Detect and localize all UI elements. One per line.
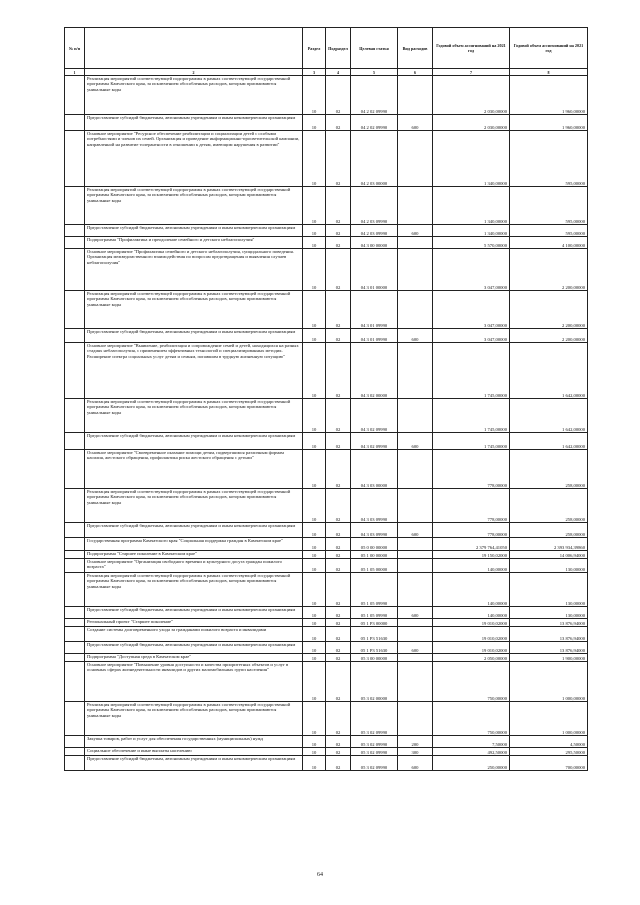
row-csr-cell: 04 2 03 09990 bbox=[351, 225, 398, 237]
row-r-cell: 10 bbox=[303, 619, 326, 627]
row-p-cell: 02 bbox=[326, 607, 351, 619]
row-r-cell: 10 bbox=[303, 736, 326, 748]
row-csr-cell: 04 3 01 09990 bbox=[351, 329, 398, 343]
row-v1-cell: 19 010,02000 bbox=[433, 619, 510, 627]
row-csr-cell: 04 2 03 09990 bbox=[351, 187, 398, 225]
row-name-cell: Реализация мероприятий соответствующей подпрограммы в рамках соответствующей государственной программы Камчатского края, за исключением обособленных расходов, которым присваиваются уникальные коды bbox=[85, 399, 303, 433]
row-num-cell bbox=[65, 559, 85, 573]
row-v1-cell: 140,00000 bbox=[433, 559, 510, 573]
row-p-cell: 02 bbox=[326, 756, 351, 771]
row-v2-cell: 1 960,00000 bbox=[510, 76, 588, 115]
row-r-cell: 10 bbox=[303, 399, 326, 433]
table-row bbox=[65, 654, 588, 662]
row-num-cell bbox=[65, 642, 85, 654]
row-vr-cell bbox=[398, 627, 433, 642]
table-row bbox=[65, 399, 588, 433]
row-p-cell: 02 bbox=[326, 702, 351, 736]
row-v2-cell: 700,00000 bbox=[510, 756, 588, 771]
row-v2-cell: 2 200,00000 bbox=[510, 291, 588, 329]
table-row bbox=[65, 538, 588, 551]
row-num-cell bbox=[65, 619, 85, 627]
row-r-cell: 10 bbox=[303, 433, 326, 450]
table-row bbox=[65, 736, 588, 748]
row-v2-cell: 4 100,00000 bbox=[510, 237, 588, 249]
row-num-cell bbox=[65, 291, 85, 329]
row-v1-cell: 7,50000 bbox=[433, 736, 510, 748]
page-number: 64 bbox=[317, 872, 323, 878]
row-vr-cell bbox=[398, 76, 433, 115]
row-csr-cell: 04 3 02 09990 bbox=[351, 433, 398, 450]
row-p-cell: 02 bbox=[326, 76, 351, 115]
row-p-cell: 02 bbox=[326, 225, 351, 237]
row-vr-cell bbox=[398, 573, 433, 607]
row-vr-cell bbox=[398, 662, 433, 702]
row-name-cell: Подпрограмма "Доступная среда в Камчатском крае" bbox=[85, 654, 303, 662]
row-v1-cell: 3 047,00000 bbox=[433, 291, 510, 329]
row-vr-cell bbox=[398, 187, 433, 225]
budget-table bbox=[64, 27, 588, 771]
row-v1-cell: 750,00000 bbox=[433, 702, 510, 736]
row-name-cell: Предоставление субсидий бюджетным, автономным учреждениям и иным некоммерческим организациям bbox=[85, 225, 303, 237]
row-p-cell: 02 bbox=[326, 736, 351, 748]
row-r-cell: 10 bbox=[303, 291, 326, 329]
row-p-cell: 02 bbox=[326, 291, 351, 329]
row-v2-cell: 130,00000 bbox=[510, 573, 588, 607]
row-csr-cell: 05 0 00 00000 bbox=[351, 538, 398, 551]
row-name-cell: Реализация мероприятий соответствующей подпрограммы в рамках соответствующей государственной программы Камчатского края, за исключением обособленных расходов, которым присваиваются уникальные коды bbox=[85, 702, 303, 736]
row-num-cell bbox=[65, 662, 85, 702]
row-csr-cell: 05 1 P3 51630 bbox=[351, 627, 398, 642]
row-num-cell bbox=[65, 573, 85, 607]
row-v2-cell: 258,00000 bbox=[510, 489, 588, 523]
row-p-cell: 02 bbox=[326, 399, 351, 433]
row-v1-cell: 2 379 764,41050 bbox=[433, 538, 510, 551]
header-year1: Годовой объем ассигнований на 2021 год bbox=[433, 28, 510, 69]
row-csr-cell: 04 3 00 00000 bbox=[351, 237, 398, 249]
table-row bbox=[65, 489, 588, 523]
row-v1-cell: 750,00000 bbox=[433, 662, 510, 702]
row-name-cell: Основное мероприятие "Профилактика семейного и детского неблагополучия, суицидального поведения. Организация межведомственного взаимодействия по вопросам предотвращения и выявления случаев неблагополучия" bbox=[85, 249, 303, 291]
row-v1-cell: 3 047,00000 bbox=[433, 249, 510, 291]
row-name-cell: Подпрограмма "Старшее поколение в Камчатском крае" bbox=[85, 551, 303, 559]
col-index: 1 bbox=[65, 69, 85, 76]
row-v2-cell: 4,50000 bbox=[510, 736, 588, 748]
row-vr-cell bbox=[398, 249, 433, 291]
row-r-cell: 10 bbox=[303, 489, 326, 523]
row-v1-cell: 19 010,02000 bbox=[433, 627, 510, 642]
row-v2-cell: 595,00000 bbox=[510, 131, 588, 187]
row-name-cell: Предоставление субсидий бюджетным, автономным учреждениям и иным некоммерческим организациям bbox=[85, 642, 303, 654]
row-vr-cell: 600 bbox=[398, 433, 433, 450]
table-row bbox=[65, 662, 588, 702]
row-r-cell: 10 bbox=[303, 523, 326, 538]
row-v1-cell: 778,00000 bbox=[433, 450, 510, 489]
row-csr-cell: 05 1 P3 51630 bbox=[351, 642, 398, 654]
row-v2-cell: 1 642,00000 bbox=[510, 399, 588, 433]
table-row bbox=[65, 523, 588, 538]
row-p-cell: 02 bbox=[326, 523, 351, 538]
row-r-cell: 10 bbox=[303, 187, 326, 225]
row-p-cell: 02 bbox=[326, 131, 351, 187]
row-num-cell bbox=[65, 329, 85, 343]
row-v2-cell: 130,00000 bbox=[510, 607, 588, 619]
row-csr-cell: 05 3 02 09990 bbox=[351, 702, 398, 736]
row-p-cell: 02 bbox=[326, 343, 351, 399]
row-vr-cell bbox=[398, 538, 433, 551]
row-csr-cell: 05 3 00 00000 bbox=[351, 654, 398, 662]
row-csr-cell: 05 3 02 09990 bbox=[351, 756, 398, 771]
row-p-cell: 02 bbox=[326, 237, 351, 249]
row-csr-cell: 04 2 02 09990 bbox=[351, 115, 398, 131]
row-csr-cell: 04 3 01 00000 bbox=[351, 249, 398, 291]
row-v2-cell: 258,00000 bbox=[510, 523, 588, 538]
table-row bbox=[65, 225, 588, 237]
header-podrazdel: Подраздел bbox=[326, 28, 351, 69]
row-r-cell: 10 bbox=[303, 662, 326, 702]
row-r-cell: 10 bbox=[303, 115, 326, 131]
row-p-cell: 02 bbox=[326, 329, 351, 343]
row-v2-cell: 13 876,94000 bbox=[510, 627, 588, 642]
row-vr-cell: 600 bbox=[398, 329, 433, 343]
row-num-cell bbox=[65, 343, 85, 399]
row-v1-cell: 250,00000 bbox=[433, 756, 510, 771]
row-vr-cell: 600 bbox=[398, 607, 433, 619]
row-vr-cell bbox=[398, 450, 433, 489]
row-p-cell: 02 bbox=[326, 573, 351, 607]
row-vr-cell bbox=[398, 399, 433, 433]
row-csr-cell: 05 1 05 09990 bbox=[351, 573, 398, 607]
row-v2-cell: 595,00000 bbox=[510, 187, 588, 225]
row-csr-cell: 05 1 P3 00000 bbox=[351, 619, 398, 627]
table-row bbox=[65, 249, 588, 291]
row-v2-cell: 1 900,00000 bbox=[510, 654, 588, 662]
table-row bbox=[65, 551, 588, 559]
row-v1-cell: 778,00000 bbox=[433, 523, 510, 538]
row-csr-cell: 04 3 01 09990 bbox=[351, 291, 398, 329]
header-name bbox=[85, 28, 303, 69]
row-num-cell bbox=[65, 131, 85, 187]
row-vr-cell bbox=[398, 551, 433, 559]
row-p-cell: 02 bbox=[326, 748, 351, 756]
row-r-cell: 10 bbox=[303, 551, 326, 559]
col-index: 4 bbox=[326, 69, 351, 76]
row-v1-cell: 140,00000 bbox=[433, 607, 510, 619]
row-num-cell bbox=[65, 76, 85, 115]
col-index: 7 bbox=[433, 69, 510, 76]
column-index-row bbox=[65, 69, 588, 76]
row-csr-cell: 04 3 03 00000 bbox=[351, 450, 398, 489]
row-num-cell bbox=[65, 225, 85, 237]
col-index: 2 bbox=[85, 69, 303, 76]
header-vr: Вид расходов bbox=[398, 28, 433, 69]
row-r-cell: 10 bbox=[303, 702, 326, 736]
row-vr-cell bbox=[398, 619, 433, 627]
row-v1-cell: 492,50000 bbox=[433, 748, 510, 756]
row-p-cell: 02 bbox=[326, 654, 351, 662]
row-name-cell: Создание системы долговременного ухода за гражданами пожилого возраста и инвалидами bbox=[85, 627, 303, 642]
table-row bbox=[65, 329, 588, 343]
row-p-cell: 02 bbox=[326, 559, 351, 573]
row-v1-cell: 2 050,00000 bbox=[433, 654, 510, 662]
row-v1-cell: 140,00000 bbox=[433, 573, 510, 607]
table-row bbox=[65, 559, 588, 573]
row-name-cell: Основное мероприятие "Своевременное оказание помощи детям, подвергшимся различным формам насилия, жестокого обращения, профилактика риска жестокого обращения с детьми" bbox=[85, 450, 303, 489]
row-r-cell: 10 bbox=[303, 450, 326, 489]
row-p-cell: 02 bbox=[326, 489, 351, 523]
row-vr-cell bbox=[398, 291, 433, 329]
row-vr-cell: 600 bbox=[398, 523, 433, 538]
row-num-cell bbox=[65, 187, 85, 225]
table-header bbox=[65, 28, 588, 76]
row-num-cell bbox=[65, 450, 85, 489]
table-row bbox=[65, 702, 588, 736]
row-p-cell: 02 bbox=[326, 187, 351, 225]
row-v1-cell: 778,00000 bbox=[433, 489, 510, 523]
header-csr: Целевая статья bbox=[351, 28, 398, 69]
row-r-cell: 10 bbox=[303, 748, 326, 756]
row-num-cell bbox=[65, 538, 85, 551]
row-num-cell bbox=[65, 736, 85, 748]
header-razdel: Раздел bbox=[303, 28, 326, 69]
row-v2-cell: 13 876,94000 bbox=[510, 642, 588, 654]
row-r-cell: 10 bbox=[303, 249, 326, 291]
table-row bbox=[65, 76, 588, 115]
row-vr-cell: 300 bbox=[398, 748, 433, 756]
row-r-cell: 10 bbox=[303, 573, 326, 607]
table-row bbox=[65, 433, 588, 450]
table-row bbox=[65, 115, 588, 131]
row-v1-cell: 1 340,00000 bbox=[433, 187, 510, 225]
row-r-cell: 10 bbox=[303, 627, 326, 642]
row-num-cell bbox=[65, 756, 85, 771]
row-v1-cell: 2 030,00000 bbox=[433, 115, 510, 131]
table-row bbox=[65, 619, 588, 627]
row-num-cell bbox=[65, 654, 85, 662]
row-v2-cell: 2 200,00000 bbox=[510, 329, 588, 343]
row-name-cell: Закупка товаров, работ и услуг для обеспечения государственных (муниципальных) нужд bbox=[85, 736, 303, 748]
row-v2-cell: 130,00000 bbox=[510, 559, 588, 573]
row-name-cell: Реализация мероприятий соответствующей подпрограммы в рамках соответствующей государственной программы Камчатского края, за исключением обособленных расходов, которым присваиваются уникальные коды bbox=[85, 76, 303, 115]
row-vr-cell bbox=[398, 237, 433, 249]
row-num-cell bbox=[65, 551, 85, 559]
row-v2-cell: 1 642,00000 bbox=[510, 343, 588, 399]
row-vr-cell: 600 bbox=[398, 642, 433, 654]
row-name-cell: Реализация мероприятий соответствующей подпрограммы в рамках соответствующей государственной программы Камчатского края, за исключением обособленных расходов, которым присваиваются уникальные коды bbox=[85, 573, 303, 607]
row-vr-cell bbox=[398, 702, 433, 736]
row-v1-cell: 2 030,00000 bbox=[433, 76, 510, 115]
row-p-cell: 02 bbox=[326, 115, 351, 131]
row-num-cell bbox=[65, 607, 85, 619]
row-p-cell: 02 bbox=[326, 551, 351, 559]
row-vr-cell: 200 bbox=[398, 736, 433, 748]
row-num-cell bbox=[65, 433, 85, 450]
row-v1-cell: 1 340,00000 bbox=[433, 225, 510, 237]
row-name-cell: Основное мероприятие "Организация свободного времени и культурного досуга граждан пожилого возраста" bbox=[85, 559, 303, 573]
row-vr-cell bbox=[398, 131, 433, 187]
row-name-cell: Предоставление субсидий бюджетным, автономным учреждениям и иным некоммерческим организациям bbox=[85, 756, 303, 771]
row-r-cell: 10 bbox=[303, 225, 326, 237]
row-num-cell bbox=[65, 523, 85, 538]
row-r-cell: 10 bbox=[303, 76, 326, 115]
row-num-cell bbox=[65, 399, 85, 433]
row-num-cell bbox=[65, 489, 85, 523]
row-vr-cell bbox=[398, 559, 433, 573]
row-vr-cell bbox=[398, 654, 433, 662]
row-name-cell: Подпрограмма "Профилактика и преодоление семейного и детского неблагополучия" bbox=[85, 237, 303, 249]
row-num-cell bbox=[65, 115, 85, 131]
row-v1-cell: 19 010,02000 bbox=[433, 642, 510, 654]
header-year2: Годовой объем ассигнований на 2021 год bbox=[510, 28, 588, 69]
row-v2-cell: 1 000,00000 bbox=[510, 702, 588, 736]
row-p-cell: 02 bbox=[326, 642, 351, 654]
row-v2-cell: 595,00000 bbox=[510, 225, 588, 237]
row-v1-cell: 1 745,00000 bbox=[433, 399, 510, 433]
row-v2-cell: 1 960,00000 bbox=[510, 115, 588, 131]
col-index: 8 bbox=[510, 69, 588, 76]
row-name-cell: Предоставление субсидий бюджетным, автономным учреждениям и иным некоммерческим организациям bbox=[85, 607, 303, 619]
row-v1-cell: 1 340,00000 bbox=[433, 131, 510, 187]
row-v1-cell: 1 745,00000 bbox=[433, 343, 510, 399]
row-csr-cell: 04 3 03 09990 bbox=[351, 489, 398, 523]
table-row bbox=[65, 627, 588, 642]
row-name-cell: Основное мероприятие "Ресурсное обеспечение реабилитации и социализации детей с особыми потребностями и членов их семей. Организация и проведение информационно-просветительской кампании, направленной на развитие толерантности в отношении к детям, имеющим нарушения в развитии" bbox=[85, 131, 303, 187]
row-p-cell: 02 bbox=[326, 433, 351, 450]
row-p-cell: 02 bbox=[326, 249, 351, 291]
row-name-cell: Социальное обеспечение и иные выплаты населению bbox=[85, 748, 303, 756]
table-body bbox=[65, 76, 588, 771]
table-row bbox=[65, 748, 588, 756]
row-name-cell: Основное мероприятие "Выявление, реабилитация и сопровождение семей и детей, находящихся на разных стадиях неблагополучия, с применением эффективных технологий и специализированных методик. Расширение спектра социальных услуг детям и семьям, попавшим в трудную жизненную ситуацию" bbox=[85, 343, 303, 399]
row-name-cell: Реализация мероприятий соответствующей подпрограммы в рамках соответствующей государственной программы Камчатского края, за исключением обособленных расходов, которым присваиваются уникальные коды bbox=[85, 291, 303, 329]
row-csr-cell: 05 1 05 00000 bbox=[351, 559, 398, 573]
row-name-cell: Реализация мероприятий соответствующей подпрограммы в рамках соответствующей государственной программы Камчатского края, за исключением обособленных расходов, которым присваиваются уникальные коды bbox=[85, 187, 303, 225]
col-index: 5 bbox=[351, 69, 398, 76]
row-v2-cell: 1 642,00000 bbox=[510, 433, 588, 450]
row-csr-cell: 05 3 02 09990 bbox=[351, 748, 398, 756]
table-row bbox=[65, 573, 588, 607]
row-csr-cell: 04 2 03 00000 bbox=[351, 131, 398, 187]
row-v2-cell: 14 006,94000 bbox=[510, 551, 588, 559]
row-name-cell: Предоставление субсидий бюджетным, автономным учреждениям и иным некоммерческим организациям bbox=[85, 115, 303, 131]
row-csr-cell: 04 3 02 09990 bbox=[351, 399, 398, 433]
row-csr-cell: 04 3 02 00000 bbox=[351, 343, 398, 399]
row-name-cell: Предоставление субсидий бюджетным, автономным учреждениям и иным некоммерческим организациям bbox=[85, 523, 303, 538]
row-name-cell: Региональный проект "Старшее поколение" bbox=[85, 619, 303, 627]
row-v1-cell: 5 570,00000 bbox=[433, 237, 510, 249]
row-num-cell bbox=[65, 249, 85, 291]
row-v2-cell: 1 000,00000 bbox=[510, 662, 588, 702]
row-name-cell: Реализация мероприятий соответствующей подпрограммы в рамках соответствующей государственной программы Камчатского края, за исключением обособленных расходов, которым присваиваются уникальные коды bbox=[85, 489, 303, 523]
row-csr-cell: 05 1 00 00000 bbox=[351, 551, 398, 559]
row-csr-cell: 04 3 03 09990 bbox=[351, 523, 398, 538]
row-r-cell: 10 bbox=[303, 538, 326, 551]
table-row bbox=[65, 131, 588, 187]
row-r-cell: 10 bbox=[303, 607, 326, 619]
row-v2-cell: 258,00000 bbox=[510, 450, 588, 489]
table-row bbox=[65, 187, 588, 225]
row-v2-cell: 13 876,94000 bbox=[510, 619, 588, 627]
row-r-cell: 10 bbox=[303, 642, 326, 654]
row-num-cell bbox=[65, 748, 85, 756]
row-v1-cell: 3 047,00000 bbox=[433, 329, 510, 343]
row-name-cell: Основное мероприятие "Повышение уровня доступности и качества приоритетных объектов и услуг в основных сферах жизнедеятельности инвалидов и других маломобильных групп населения" bbox=[85, 662, 303, 702]
row-csr-cell: 05 3 02 09990 bbox=[351, 736, 398, 748]
row-r-cell: 10 bbox=[303, 329, 326, 343]
row-r-cell: 10 bbox=[303, 654, 326, 662]
table-row bbox=[65, 756, 588, 771]
row-v2-cell: 295,50000 bbox=[510, 748, 588, 756]
row-r-cell: 10 bbox=[303, 237, 326, 249]
row-vr-cell bbox=[398, 489, 433, 523]
col-index: 6 bbox=[398, 69, 433, 76]
row-name-cell: Предоставление субсидий бюджетным, автономным учреждениям и иным некоммерческим организациям bbox=[85, 433, 303, 450]
row-p-cell: 02 bbox=[326, 450, 351, 489]
row-csr-cell: 05 3 02 00000 bbox=[351, 662, 398, 702]
row-vr-cell: 600 bbox=[398, 756, 433, 771]
table-row bbox=[65, 607, 588, 619]
table-row bbox=[65, 291, 588, 329]
row-csr-cell: 04 2 02 09990 bbox=[351, 76, 398, 115]
row-v2-cell: 2 393 934,39860 bbox=[510, 538, 588, 551]
row-vr-cell: 600 bbox=[398, 225, 433, 237]
row-v1-cell: 1 745,00000 bbox=[433, 433, 510, 450]
col-index: 3 bbox=[303, 69, 326, 76]
row-r-cell: 10 bbox=[303, 131, 326, 187]
table-row bbox=[65, 237, 588, 249]
row-r-cell: 10 bbox=[303, 756, 326, 771]
row-p-cell: 02 bbox=[326, 662, 351, 702]
row-p-cell: 02 bbox=[326, 627, 351, 642]
row-p-cell: 02 bbox=[326, 538, 351, 551]
row-r-cell: 10 bbox=[303, 343, 326, 399]
header-num: № п/п bbox=[65, 28, 85, 69]
table-row bbox=[65, 642, 588, 654]
row-name-cell: Государственная программа Камчатского края "Социальная поддержка граждан в Камчатском крае" bbox=[85, 538, 303, 551]
row-num-cell bbox=[65, 702, 85, 736]
row-num-cell bbox=[65, 237, 85, 249]
table-row bbox=[65, 450, 588, 489]
row-csr-cell: 05 1 05 09990 bbox=[351, 607, 398, 619]
row-vr-cell: 600 bbox=[398, 115, 433, 131]
row-p-cell: 02 bbox=[326, 619, 351, 627]
row-r-cell: 10 bbox=[303, 559, 326, 573]
row-v1-cell: 19 150,02000 bbox=[433, 551, 510, 559]
row-name-cell: Предоставление субсидий бюджетным, автономным учреждениям и иным некоммерческим организациям bbox=[85, 329, 303, 343]
row-num-cell bbox=[65, 627, 85, 642]
table-row bbox=[65, 343, 588, 399]
row-vr-cell bbox=[398, 343, 433, 399]
row-v2-cell: 2 200,00000 bbox=[510, 249, 588, 291]
